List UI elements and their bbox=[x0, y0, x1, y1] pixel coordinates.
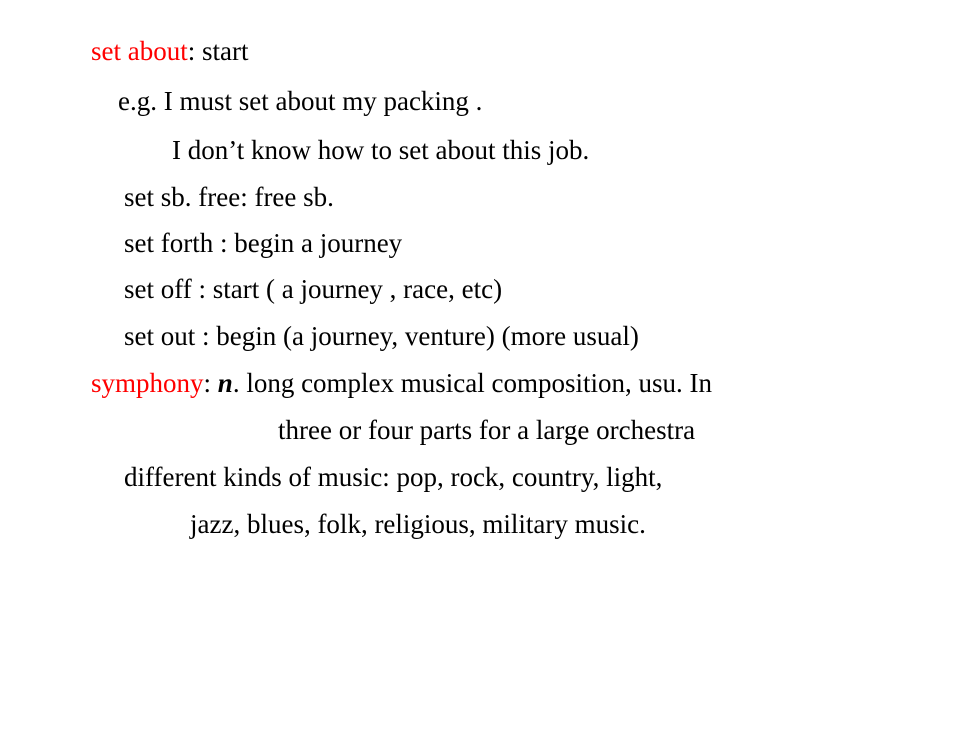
example-line-1: e.g. I must set about my packing . bbox=[118, 86, 483, 116]
symphony-separator: : bbox=[203, 368, 218, 398]
kinds-of-music-line-1: different kinds of music: pop, rock, country, light, bbox=[124, 462, 663, 492]
part-of-speech: n bbox=[217, 368, 233, 398]
example-line-2: I don’t know how to set about this job. bbox=[172, 135, 590, 165]
definition-symphony: . long complex musical composition, usu. In bbox=[232, 368, 713, 398]
entry-symphony bbox=[91, 366, 712, 400]
term-set-about: set about bbox=[91, 36, 188, 66]
definition-symphony-continued: three or four parts for a large orchestra bbox=[278, 415, 696, 445]
definition-set-about: : start bbox=[187, 36, 249, 66]
entry-set-forth: set forth : begin a journey bbox=[124, 228, 403, 258]
entry-set-free: set sb. free: free sb. bbox=[124, 182, 334, 212]
entry-set-about bbox=[91, 34, 248, 68]
entry-set-off: set off : start ( a journey , race, etc) bbox=[124, 274, 503, 304]
kinds-of-music-line-2: jazz, blues, folk, religious, military music. bbox=[190, 509, 646, 539]
entry-set-out: set out : begin (a journey, venture) (more usual) bbox=[124, 321, 639, 351]
term-symphony: symphony bbox=[91, 368, 204, 398]
